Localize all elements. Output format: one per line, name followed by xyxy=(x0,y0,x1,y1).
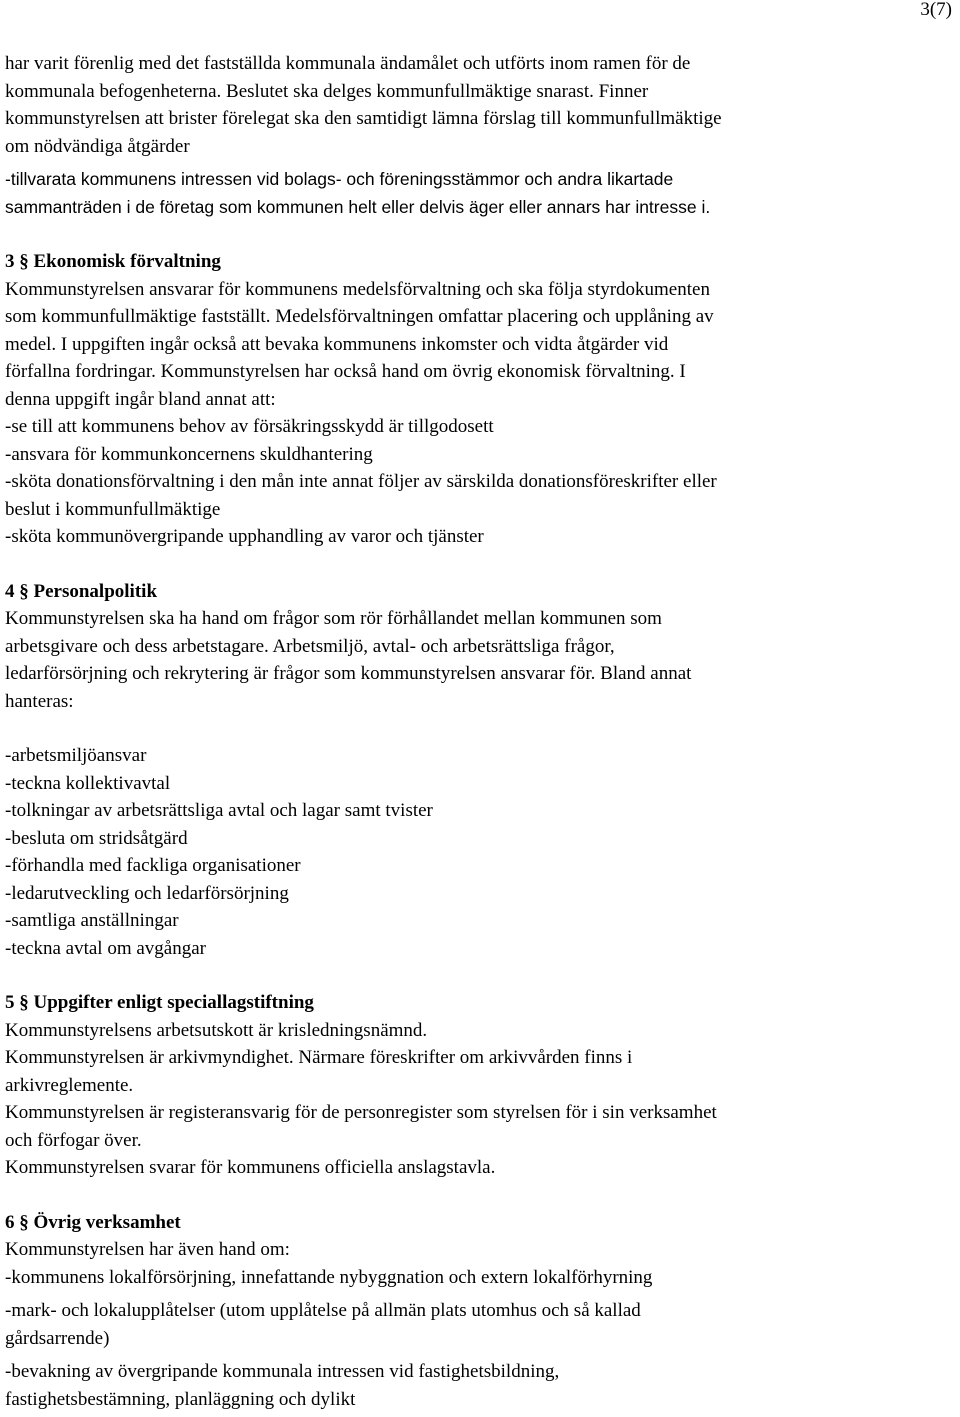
list-item: -teckna kollektivavtal xyxy=(5,772,171,794)
text-line: -tillvarata kommunens intressen vid bolags- och föreningsstämmor och andra likartade xyxy=(5,169,674,189)
text-line: -sköta kommunövergripande upphandling av varor och tjänster xyxy=(5,526,484,547)
list-item: -samtliga anställningar xyxy=(5,910,179,931)
intro-sans-paragraph xyxy=(5,166,955,221)
list-item: -besluta om stridsåtgärd xyxy=(5,827,188,849)
text-line: har varit förenlig med det fastställda kommunala ändamålet och utförts inom ramen för de xyxy=(5,53,691,74)
list-item: -ledarutveckling och ledarförsörjning xyxy=(5,882,289,904)
text-line: Kommunstyrelsen ska ha hand om frågor som rör förhållandet mellan kommunen som xyxy=(5,608,662,629)
text-line: Kommunstyrelsen svarar för kommunens officiella anslagstavla. xyxy=(5,1157,496,1178)
text-line: kommunstyrelsen att brister förelegat ska den samtidigt lämna förslag till kommunfullmäktige xyxy=(5,108,722,129)
list-item: -tolkningar av arbetsrättsliga avtal och lagar samt tvister xyxy=(5,800,433,821)
list-item: -arbetsmiljöansvar xyxy=(5,745,147,766)
list-item: -bevakning av övergripande kommunala intressen vid fastighetsbildning, xyxy=(5,1361,560,1382)
text-line: Kommunstyrelsens arbetsutskott är krisledningsnämnd. xyxy=(5,1019,428,1041)
text-line: som kommunfullmäktige fastställt. Medelsförvaltningen omfattar placering och upplåning av xyxy=(5,306,714,327)
text-line: och förfogar över. xyxy=(5,1129,142,1151)
list-item-continuation: fastighetsbestämning, planläggning och dylikt xyxy=(5,1388,356,1410)
text-line: beslut i kommunfullmäktige xyxy=(5,498,221,520)
section-3 xyxy=(5,248,955,551)
list-item: -teckna avtal om avgångar xyxy=(5,937,206,959)
section-heading: 3 § Ekonomisk förvaltning xyxy=(5,251,221,272)
text-line: Kommunstyrelsen har även hand om: xyxy=(5,1239,290,1260)
text-line: -sköta donationsförvaltning i den mån inte annat följer av särskilda donationsföreskrifter eller xyxy=(5,471,717,492)
page-number: 3(7) xyxy=(920,0,952,20)
text-line: Kommunstyrelsen ansvarar för kommunens medelsförvaltning och ska följa styrdokumenten xyxy=(5,278,710,300)
section-6 xyxy=(5,1209,955,1414)
text-line: om nödvändiga åtgärder xyxy=(5,135,190,157)
intro-paragraph xyxy=(5,50,955,160)
list-item: -kommunens lokalförsörjning, innefattande nybyggnation och extern lokalförhyrning xyxy=(5,1266,653,1288)
section-4 xyxy=(5,578,955,963)
section-heading: 4 § Personalpolitik xyxy=(5,580,158,602)
text-line: sammanträden i de företag som kommunen helt eller delvis äger eller annars har intresse i. xyxy=(5,196,711,217)
text-line: -ansvara för kommunkoncernens skuldhantering xyxy=(5,443,373,465)
list-item: -mark- och lokalupplåtelser (utom upplåtelse på allmän plats utomhus och så kallad xyxy=(5,1300,641,1321)
text-line: arbetsgivare och dess arbetstagare. Arbetsmiljö, avtal- och arbetsrättsliga frågor, xyxy=(5,635,615,657)
section-5 xyxy=(5,989,955,1182)
text-line: medel. I uppgiften ingår också att bevaka kommunens inkomster och vidta åtgärder vid xyxy=(5,333,669,355)
section-heading: 5 § Uppgifter enligt speciallagstiftning xyxy=(5,992,314,1013)
text-line: ledarförsörjning och rekrytering är frågor som kommunstyrelsen ansvarar för. Bland annat xyxy=(5,663,692,684)
text-line: kommunala befogenheterna. Beslutet ska delges kommunfullmäktige snarast. Finner xyxy=(5,80,649,102)
text-line: Kommunstyrelsen är arkivmyndighet. Närmare föreskrifter om arkivvården finns i xyxy=(5,1047,633,1068)
document-body xyxy=(5,50,955,1413)
text-line: denna uppgift ingår bland annat att: xyxy=(5,388,276,410)
list-item: -förhandla med fackliga organisationer xyxy=(5,855,301,876)
text-line: hanteras: xyxy=(5,690,74,712)
text-line: arkivreglemente. xyxy=(5,1074,134,1096)
list-item-continuation: gårdsarrende) xyxy=(5,1327,110,1349)
text-line: förfallna fordringar. Kommunstyrelsen har också hand om övrig ekonomisk förvaltning. I xyxy=(5,361,686,382)
section-heading: 6 § Övrig verksamhet xyxy=(5,1211,181,1233)
text-line: -se till att kommunens behov av försäkringsskydd är tillgodosett xyxy=(5,416,494,437)
text-line: Kommunstyrelsen är registeransvarig för de personregister som styrelsen för i sin verksamhet xyxy=(5,1102,717,1123)
